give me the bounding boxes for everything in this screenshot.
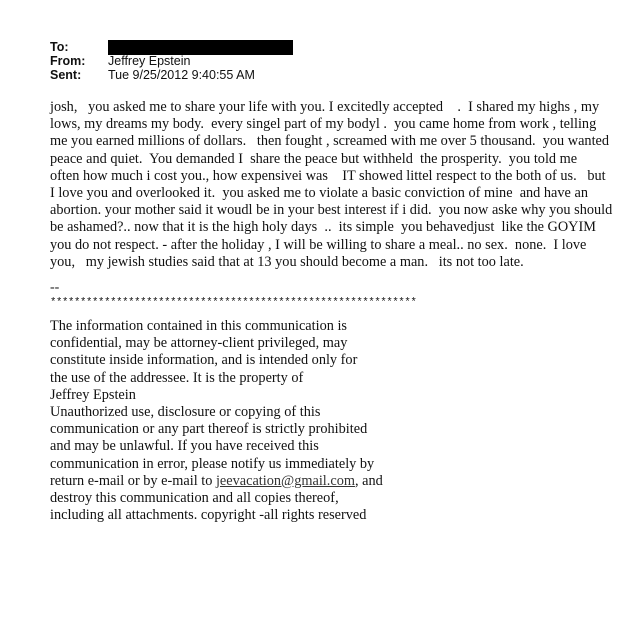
body-line: often how much i cost you., how expensivei was IT showed littel respect to the both of us. but: [50, 167, 606, 184]
disclaimer-line: the use of the addressee. It is the property of: [50, 369, 304, 386]
asterisk-separator: *************************************************************: [50, 297, 417, 309]
message-body: [50, 99, 612, 271]
body-line: you do not respect. - after the holiday , I will be willing to share a meal.. no sex. none. I love: [50, 236, 587, 253]
to-row: [50, 40, 293, 54]
disclaimer-line: Unauthorized use, disclosure or copying of this: [50, 403, 321, 420]
body-line: peace and quiet. You demanded I share the peace but withheld the prosperity. you told me: [50, 150, 578, 167]
to-label: To:: [50, 40, 69, 54]
signature-dashes: --: [50, 280, 60, 295]
disclaimer-line: constitute inside information, and is intended only for: [50, 352, 358, 369]
disclaimer-line: communication in error, please notify us immediately by: [50, 455, 375, 472]
sent-row: [50, 68, 293, 82]
body-line: I love you and overlooked it. you asked me to violate a basic conviction of mine and have an: [50, 184, 588, 201]
from-row: [50, 54, 293, 68]
body-line: lows, my dreams my body. every singel part of my bodyl . you came home from work , telling: [50, 116, 597, 133]
body-line: josh, you asked me to share your life with you. I excitedly accepted . I shared my highs , my: [50, 99, 600, 115]
sent-value: Tue 9/25/2012 9:40:55 AM: [108, 68, 255, 82]
redacted-recipient: [108, 40, 293, 55]
from-value: Jeffrey Epstein: [108, 54, 191, 68]
disclaimer-line: Jeffrey Epstein: [50, 386, 136, 403]
body-line: be ashamed?.. now that it is the high holy days .. its simple you behavedjust like the GOYIM: [50, 219, 596, 236]
disclaimer-return-line: [50, 473, 383, 490]
body-line: me you earned millions of dollars. then fought , screamed with me over 5 thousand. you wanted: [50, 133, 610, 150]
disclaimer-line: The information contained in this communication is: [50, 318, 347, 334]
sent-label: Sent:: [50, 68, 82, 82]
email-header: [50, 40, 293, 82]
confidentiality-disclaimer: [50, 318, 383, 524]
email-link[interactable]: jeevacation@gmail.com: [215, 472, 355, 489]
body-line: abortion. your mother said it woudl be in your best interest if i did. you now aske why you should: [50, 202, 613, 219]
disclaimer-line: and may be unlawful. If you have received this: [50, 438, 319, 455]
disclaimer-line: including all attachments. copyright -all rights reserved: [50, 507, 367, 524]
return-text: return e-mail or by e-mail to: [50, 472, 216, 489]
disclaimer-line: communication or any part thereof is strictly prohibited: [50, 421, 368, 438]
from-label: From:: [50, 54, 86, 68]
disclaimer-line: confidential, may be attorney-client privileged, may: [50, 335, 348, 352]
disclaimer-line: destroy this communication and all copies thereof,: [50, 489, 339, 506]
body-line: you, my jewish studies said that at 13 you should become a man. its not too late.: [50, 253, 524, 270]
return-text-end: , and: [354, 472, 383, 489]
